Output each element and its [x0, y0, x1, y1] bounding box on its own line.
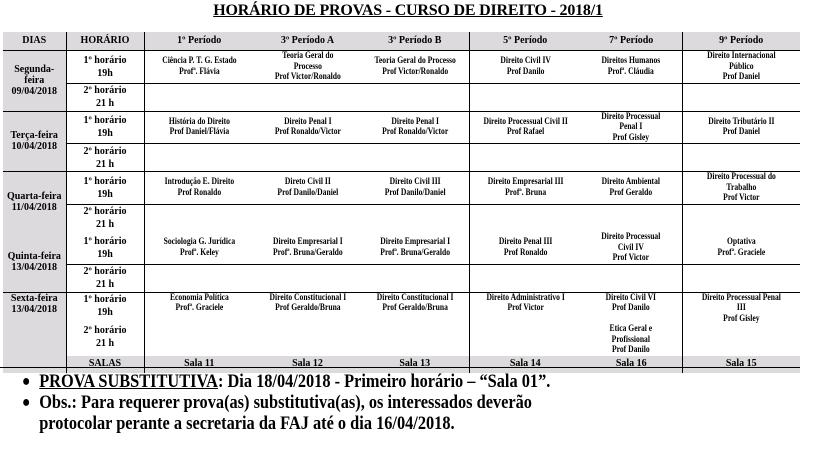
course-cell	[581, 324, 682, 356]
course-cell	[144, 172, 254, 205]
slot-time: 21 h	[95, 219, 115, 231]
note-obs	[22, 392, 796, 434]
course-cell	[144, 83, 254, 111]
course-cell	[581, 172, 682, 205]
column-header: HORÁRIO	[66, 32, 144, 51]
course-cell	[469, 292, 581, 324]
day-cell	[3, 232, 66, 292]
course-cell	[469, 324, 581, 356]
table-row	[3, 204, 800, 232]
day-name: Quarta-feira	[7, 191, 62, 202]
obs-line-1: Obs.: Para requerer prova(as) substitutiva(as), os interessados deverão	[39, 392, 532, 413]
course-line: Direito Empresarial III	[487, 177, 564, 188]
exam-schedule-table	[3, 32, 800, 373]
prova-label: PROVA SUBSTITUTIVA	[39, 371, 218, 392]
course-line: Optativa	[726, 237, 756, 248]
course-line: Ética Geral e	[609, 324, 653, 334]
course-line: Direito Penal I	[390, 116, 439, 127]
course-cell	[682, 204, 800, 232]
slot-time: 19h	[97, 128, 113, 140]
slot-time: 21 h	[95, 98, 115, 109]
course-line: Profª. Bruna/Geraldo	[379, 247, 450, 258]
course-cell	[361, 144, 469, 172]
table-row	[3, 172, 800, 205]
day-cell	[3, 292, 66, 356]
course-line: Prof Gisley	[723, 313, 760, 324]
time-slot-cell	[66, 204, 144, 232]
course-cell	[144, 264, 254, 292]
course-line: Prof Victor	[723, 193, 760, 203]
course-line: Direito Processual	[601, 232, 661, 242]
course-line: Teoria Geral do Processo	[374, 56, 456, 67]
slot-time: 19h	[97, 306, 113, 318]
course-line: Prof Ronaldo	[177, 187, 222, 198]
salas-spacer	[3, 356, 66, 373]
course-cell	[469, 51, 581, 84]
course-line: Profª. Bruna/Geraldo	[272, 247, 343, 258]
course-cell	[361, 111, 469, 144]
course-cell	[581, 83, 682, 111]
course-cell	[144, 292, 254, 324]
slot-label: 2º horário	[83, 206, 127, 218]
course-cell	[469, 204, 581, 232]
prova-text: : Dia 18/04/2018 - Primeiro horário – “Sala 01”.	[217, 371, 551, 392]
course-line: Prof Victor	[613, 253, 650, 263]
column-header: 5º Período	[469, 32, 581, 51]
time-slot-cell	[66, 292, 144, 324]
course-cell	[469, 232, 581, 264]
course-line: Direitos Humanos	[601, 56, 661, 67]
course-cell	[361, 83, 469, 111]
course-cell	[144, 232, 254, 264]
course-line: Prof Victor	[507, 303, 544, 313]
time-slot-cell	[66, 83, 144, 111]
course-line: Direito Civil III	[389, 177, 441, 188]
course-line: Profª. Keley	[179, 247, 219, 258]
course-line: Direito Internacional	[707, 51, 776, 61]
note-prova-substitutiva	[22, 371, 796, 392]
course-cell	[361, 204, 469, 232]
day-date: 13/04/2018	[11, 303, 58, 315]
header-row	[3, 32, 800, 51]
table-row	[3, 83, 800, 111]
slot-label: 2º horário	[83, 325, 127, 336]
divider	[0, 367, 800, 368]
course-cell	[581, 204, 682, 232]
course-cell	[682, 172, 800, 205]
course-cell	[361, 172, 469, 205]
course-cell	[361, 232, 469, 264]
slot-label: 1º horário	[83, 115, 127, 127]
course-line: Prof Daniel/Flávia	[169, 127, 230, 138]
course-cell	[682, 264, 800, 292]
column-header: DIAS	[3, 32, 66, 51]
slot-time: 19h	[97, 67, 113, 79]
table-row	[3, 264, 800, 292]
course-line: Direito Constitucional I	[269, 292, 346, 303]
course-line: Direito Ambiental	[602, 177, 661, 188]
course-line: Direto Civil II	[284, 177, 331, 188]
course-line: Direito Processual do	[706, 172, 776, 182]
notes-list	[22, 371, 796, 434]
course-line: Profissional	[612, 334, 651, 345]
day-cell	[3, 172, 66, 233]
course-line: Trabalho	[726, 182, 757, 193]
course-line: Profª. Graciele	[717, 247, 766, 258]
column-header: 1º Período	[144, 32, 254, 51]
course-line: Profª. Cláudia	[608, 66, 655, 77]
course-line: Direito Empresarial I	[272, 237, 343, 248]
day-name: Quinta-feira	[7, 250, 61, 262]
room-cell: Sala 15	[682, 356, 800, 373]
course-line: Público	[729, 61, 754, 72]
course-line: Prof Ronaldo	[503, 247, 548, 258]
slot-label: 1º horário	[83, 175, 127, 187]
course-line: Prof Danilo/Daniel	[277, 187, 338, 198]
page-title: HORÁRIO DE PROVAS - CURSO DE DIREITO - 2018/1	[213, 2, 603, 19]
course-line: Ciência P. T. G. Estado	[162, 56, 237, 67]
room-cell: Sala 14	[469, 356, 581, 373]
slot-time: 21 h	[95, 338, 115, 349]
course-cell	[144, 204, 254, 232]
table-row	[3, 232, 800, 264]
course-cell	[361, 292, 469, 324]
course-cell	[254, 144, 361, 172]
course-cell	[144, 51, 254, 84]
time-slot-cell	[66, 172, 144, 205]
course-cell	[254, 292, 361, 324]
room-cell: Sala 12	[254, 356, 361, 373]
course-line: Prof Geraldo/Bruna	[274, 303, 341, 313]
table-row	[3, 144, 800, 172]
bullet-icon: ●	[22, 373, 31, 390]
course-cell	[581, 292, 682, 324]
room-cell: Sala 13	[361, 356, 469, 373]
day-name: Terça-feira	[10, 130, 58, 142]
course-line: Prof Ronaldo/Victor	[274, 127, 341, 138]
course-cell	[469, 144, 581, 172]
course-line: Prof Geraldo/Bruna	[381, 303, 448, 313]
salas-label: SALAS	[66, 356, 144, 373]
slot-time: 19h	[97, 248, 113, 260]
day-cell	[3, 111, 66, 172]
course-cell	[682, 83, 800, 111]
slot-label: 2º horário	[83, 85, 127, 96]
course-line: Processo	[293, 61, 322, 72]
time-slot-cell	[66, 51, 144, 84]
column-header: 3º Período B	[361, 32, 469, 51]
course-cell	[144, 111, 254, 144]
course-line: III	[736, 303, 746, 313]
time-slot-cell	[66, 111, 144, 144]
course-cell	[254, 51, 361, 84]
course-cell	[682, 144, 800, 172]
slot-label: 1º horário	[83, 293, 127, 305]
course-cell	[469, 172, 581, 205]
course-cell	[254, 232, 361, 264]
obs-line-2: protocolar perante a secretaria da FAJ até o dia 16/04/2018.	[39, 413, 455, 434]
day-date: 09/04/2018	[11, 86, 58, 98]
course-cell	[144, 144, 254, 172]
bullet-icon: ●	[22, 394, 31, 411]
course-cell	[469, 111, 581, 144]
course-cell	[682, 324, 800, 356]
slot-label: 1º horário	[83, 235, 127, 247]
room-cell: Sala 11	[144, 356, 254, 373]
course-cell	[581, 111, 682, 144]
course-line: História do Direito	[168, 116, 230, 127]
course-line: Civil IV	[618, 242, 645, 253]
course-line: Prof Daniel	[722, 127, 760, 138]
table-row	[3, 111, 800, 144]
course-line: Prof Gisley	[613, 132, 650, 143]
course-cell	[581, 51, 682, 84]
day-date: 13/04/2018	[11, 261, 58, 273]
course-line: Economia Política	[169, 292, 229, 303]
course-line: Prof Victor/Ronaldo	[274, 72, 341, 82]
day-cell	[3, 51, 66, 112]
course-cell	[682, 51, 800, 84]
course-cell	[254, 264, 361, 292]
course-line: Penal I	[619, 122, 643, 132]
time-slot-cell	[66, 324, 144, 356]
course-cell	[361, 264, 469, 292]
course-line: Prof Victor/Ronaldo	[381, 66, 448, 77]
slot-label: 2º horário	[83, 266, 127, 277]
table-row	[3, 51, 800, 84]
time-slot-cell	[66, 144, 144, 172]
course-line: Profª. Bruna	[504, 187, 546, 198]
slot-label: 1º horário	[83, 54, 127, 66]
course-line: Direito Civil VI	[606, 292, 657, 303]
course-line: Introdução E. Direito	[164, 177, 235, 188]
course-cell	[581, 144, 682, 172]
course-line: Teoria Geral do	[281, 51, 334, 61]
time-slot-cell	[66, 232, 144, 264]
course-cell	[254, 204, 361, 232]
course-line: Profª. Flávia	[178, 66, 220, 77]
course-line: Direito Civil IV	[499, 56, 551, 67]
room-cell: Sala 16	[581, 356, 682, 373]
time-slot-cell	[66, 264, 144, 292]
course-cell	[581, 232, 682, 264]
day-date: 11/04/2018	[11, 202, 57, 213]
course-line: Profª. Graciele	[175, 303, 224, 313]
course-cell	[254, 111, 361, 144]
course-cell	[361, 324, 469, 356]
table-row	[3, 292, 800, 324]
course-line: Prof Ronaldo/Victor	[381, 127, 448, 138]
course-line: Prof Danilo/Daniel	[384, 187, 446, 198]
course-cell	[581, 264, 682, 292]
slot-time: 21 h	[95, 158, 115, 170]
slot-time: 21 h	[95, 279, 115, 290]
course-line: Prof Daniel	[722, 72, 760, 82]
course-line: Direito Administrativo I	[486, 292, 565, 303]
course-cell	[682, 111, 800, 144]
course-line: Direito Penal III	[498, 237, 553, 248]
course-line: Direito Penal I	[283, 116, 332, 127]
course-line: Direito Tributário II	[708, 116, 775, 127]
course-line: Prof Rafael	[506, 127, 544, 138]
course-line: Prof Geraldo	[609, 187, 653, 198]
course-line: Sociologia G. Jurídica	[163, 237, 236, 248]
course-cell	[682, 232, 800, 264]
column-header: 9º Período	[682, 32, 800, 51]
day-name: Segunda-feira	[14, 64, 55, 87]
course-line: Prof Danilo	[506, 66, 545, 77]
course-cell	[469, 264, 581, 292]
course-line: Direito Processual Civil II	[483, 116, 568, 127]
course-cell	[144, 324, 254, 356]
course-cell	[682, 292, 800, 324]
course-cell	[254, 172, 361, 205]
course-cell	[254, 83, 361, 111]
column-header: 3º Período A	[254, 32, 361, 51]
salas-row	[3, 356, 800, 373]
course-cell	[254, 324, 361, 356]
course-cell	[361, 51, 469, 84]
course-cell	[469, 83, 581, 111]
course-line: Prof Danilo	[612, 303, 651, 313]
slot-time: 19h	[97, 188, 113, 200]
day-name: Sexta-feira	[10, 292, 58, 304]
course-line: Direito Constitucional I	[376, 292, 454, 303]
day-date: 10/04/2018	[11, 141, 58, 153]
course-line: Direito Processual Penal	[701, 292, 781, 303]
course-line: Direito Empresarial I	[379, 237, 450, 248]
course-line: Prof Danilo	[612, 345, 651, 355]
table-row	[3, 324, 800, 356]
course-line: Direito Processual	[601, 111, 661, 122]
slot-label: 2º horário	[83, 145, 127, 157]
column-header: 7º Período	[581, 32, 682, 51]
